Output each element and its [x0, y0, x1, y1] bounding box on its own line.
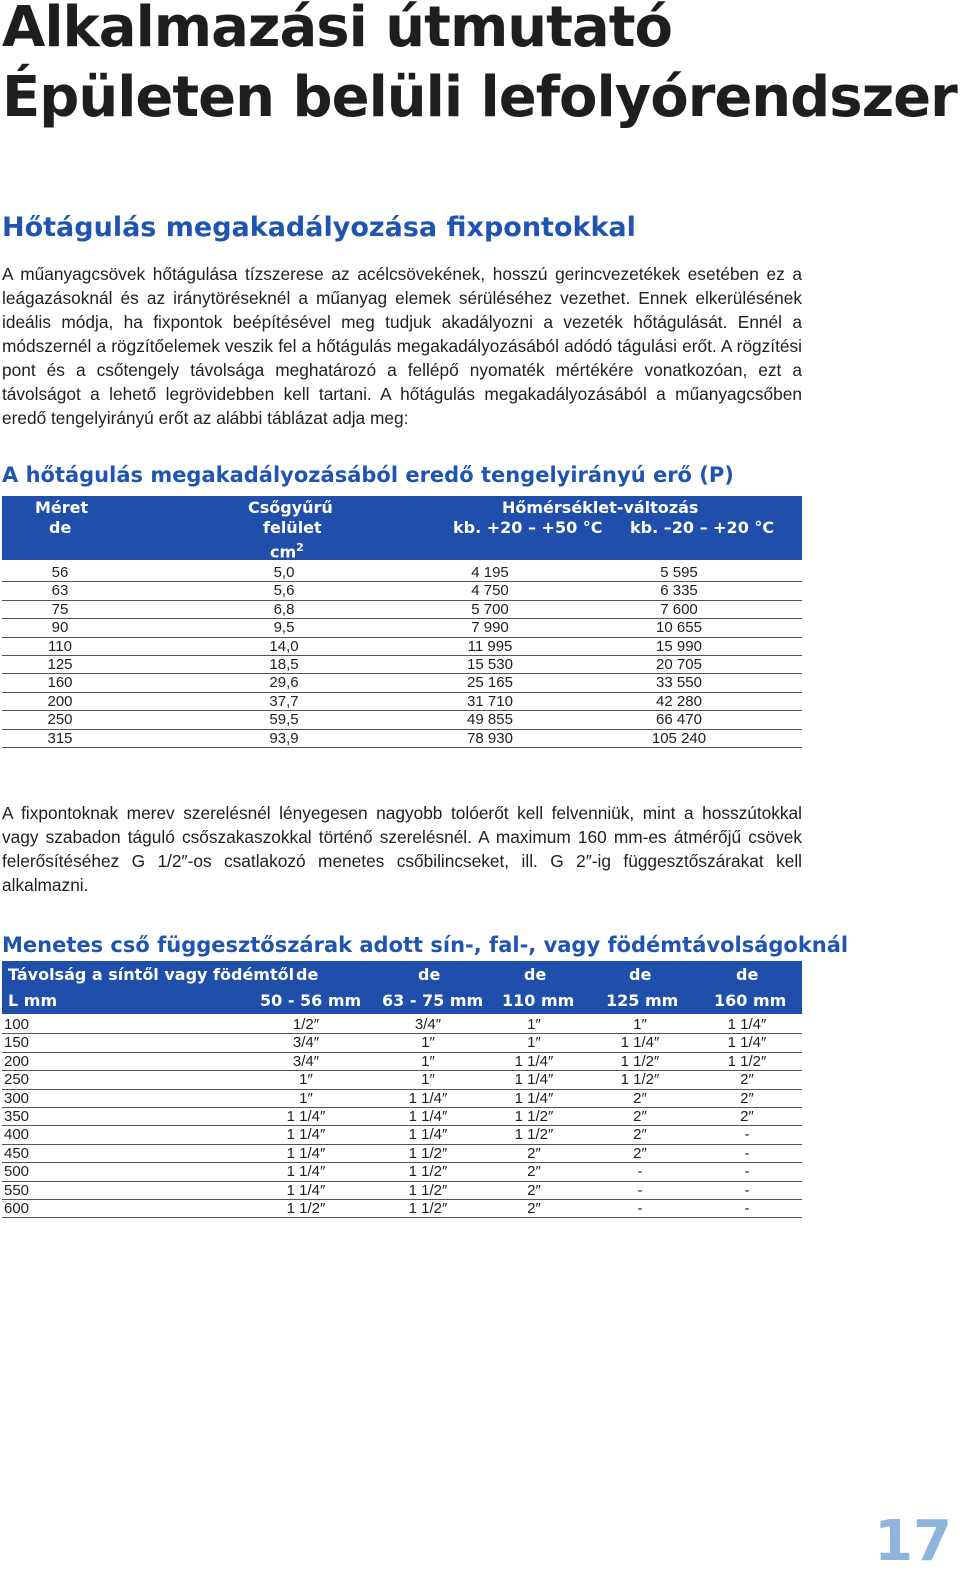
table2-cell: 1 1/4″ — [286, 1181, 326, 1199]
table2-cell: 2″ — [527, 1181, 541, 1199]
table2-cell: 350 — [4, 1107, 30, 1125]
table1-cell: 125 — [47, 655, 73, 673]
table2-body — [2, 1016, 802, 1218]
table1-row — [2, 656, 802, 674]
table2-row — [2, 1182, 802, 1200]
table1-cell: 49 855 — [467, 711, 513, 729]
page-title-line2: Épületen belüli lefolyórendszer — [2, 65, 957, 130]
table1-row — [2, 730, 802, 748]
table1-heading: A hőtágulás megakadályozásából eredő tengelyirányú erő (P) — [2, 463, 734, 487]
table2-cell: 1 1/4″ — [286, 1163, 326, 1181]
table1-cell: 93,9 — [269, 729, 299, 747]
table1-cell: 90 — [51, 619, 69, 637]
table2-header-de-5: de — [736, 965, 759, 984]
section-heading-thermal-expansion: Hőtágulás megakadályozása fixpontokkal — [2, 212, 636, 243]
table1-cell: 200 — [47, 692, 73, 710]
table2-cell: 1 1/2″ — [514, 1107, 554, 1125]
table2-cell: 500 — [4, 1163, 30, 1181]
table2-row — [2, 1163, 802, 1181]
table2-row — [2, 1126, 802, 1144]
table1-cell: 5,0 — [273, 564, 295, 581]
table2-row — [2, 1034, 802, 1052]
table1-cell: 4 195 — [471, 564, 509, 581]
table1-cell: 18,5 — [269, 655, 299, 673]
table2-cell: 1 1/4″ — [286, 1126, 326, 1144]
table2-header-110: 110 mm — [502, 991, 575, 1010]
table2-cell: 200 — [4, 1052, 30, 1070]
table2-cell: 3/4″ — [414, 1016, 442, 1033]
table2-cell: 250 — [4, 1071, 30, 1089]
table2-cell: 600 — [4, 1199, 30, 1217]
table2-cell: 1″ — [633, 1016, 647, 1033]
table2-cell: 2″ — [527, 1144, 541, 1162]
table1-cell: 10 655 — [656, 619, 702, 637]
table1-row — [2, 582, 802, 600]
table1-header-range2: kb. –20 – +20 °C — [630, 518, 775, 537]
table2-cell: 1 1/2″ — [408, 1163, 448, 1181]
table2-cell: 1 1/4″ — [620, 1034, 660, 1052]
table1-cell: 33 550 — [656, 674, 702, 692]
table2-header-63-75: 63 - 75 mm — [382, 991, 484, 1010]
table1-cell: 63 — [51, 582, 69, 600]
table2-header — [2, 961, 802, 1014]
table2-cell: 1 1/4″ — [727, 1034, 767, 1052]
table1-cell: 20 705 — [656, 655, 702, 673]
table1-cell: 315 — [47, 729, 73, 747]
table1-header-csogyuru: Csőgyűrű — [248, 498, 333, 517]
table1-header-felulet: felület — [263, 518, 322, 537]
table2-header-50-56: 50 - 56 mm — [260, 991, 362, 1010]
table1-cell: 29,6 — [269, 674, 299, 692]
table2-cell: 300 — [4, 1089, 30, 1107]
table2-cell: 2″ — [633, 1126, 647, 1144]
table1-row — [2, 564, 802, 582]
table1-header-cm: cm — [270, 542, 297, 562]
table2-cell: 1 1/2″ — [408, 1181, 448, 1199]
table2-cell: 1 1/2″ — [727, 1052, 767, 1070]
table2-cell: 3/4″ — [292, 1034, 320, 1052]
table1-cell: 15 990 — [656, 637, 702, 655]
table1-header-temperature-change: Hőmérséklet-változás — [502, 498, 699, 517]
table2-cell: 100 — [4, 1016, 30, 1033]
table2-row — [2, 1071, 802, 1089]
table1-cell: 105 240 — [651, 729, 707, 747]
table1-cell: 14,0 — [269, 637, 299, 655]
table1-cell: 25 165 — [467, 674, 513, 692]
fixpoint-paragraph-text: A fixpontoknak merev szerelésnél lényegesen nagyobb tolóerőt kell felvenniük, mint a hosszútokkal vagy szabadon táguló csőszakaszokkal történő szerelésnél. A maximum 160 mm-es átmérőjű csövek felerősítéséhez G 1/2″-os csatlakozó menetes csőbilincseket, ill. G 2″-ig függesztőszárakat kell alkalmazni. — [2, 803, 802, 895]
table2-cell: - — [744, 1126, 750, 1144]
table2-cell: 450 — [4, 1144, 30, 1162]
table2-row — [2, 1108, 802, 1126]
table2-cell: 2″ — [740, 1107, 754, 1125]
table1-header-cm-sup: 2 — [296, 541, 304, 554]
table2-row — [2, 1145, 802, 1163]
table1-cell: 250 — [47, 711, 73, 729]
table1-cell: 31 710 — [467, 692, 513, 710]
table1-row — [2, 693, 802, 711]
table2-cell: 1″ — [421, 1071, 435, 1089]
table1-cell: 110 — [48, 637, 72, 655]
table2-cell: 1 1/4″ — [408, 1107, 448, 1125]
table2-cell: 1 1/2″ — [408, 1199, 448, 1217]
table1-row — [2, 674, 802, 692]
table2-cell: 1 1/4″ — [286, 1144, 326, 1162]
table2-cell: 1 1/2″ — [514, 1126, 554, 1144]
table2-cell: 2″ — [633, 1107, 647, 1125]
table2-header-de-2: de — [418, 965, 441, 984]
table2-cell: 2″ — [633, 1089, 647, 1107]
table2-cell: - — [744, 1199, 750, 1217]
table2-cell: 150 — [4, 1034, 30, 1052]
table2-cell: 1″ — [527, 1016, 541, 1033]
table2-header-de-1: de — [296, 965, 319, 984]
table2-cell: 1 1/4″ — [727, 1016, 767, 1033]
table1-header-de: de — [49, 518, 72, 537]
table2-cell: 2″ — [527, 1163, 541, 1181]
table2-cell: - — [744, 1144, 750, 1162]
table1-cell: 7 600 — [660, 600, 698, 618]
table2-cell: 1 1/2″ — [620, 1052, 660, 1070]
table2-cell: 1/2″ — [292, 1016, 320, 1033]
table2-cell: 2″ — [527, 1199, 541, 1217]
page-number: 17 — [874, 1509, 952, 1574]
table2-cell: 1 1/4″ — [514, 1071, 554, 1089]
table1-header — [2, 496, 802, 560]
table2-row — [2, 1200, 802, 1218]
table1-cell: 6,8 — [273, 600, 295, 618]
table1-cell: 6 335 — [660, 582, 698, 600]
table2-cell: 1″ — [527, 1034, 541, 1052]
table1-header-cm2 — [270, 538, 304, 562]
table2-cell: - — [744, 1163, 750, 1181]
table2-cell: 2″ — [740, 1089, 754, 1107]
table2-row — [2, 1090, 802, 1108]
page-title-line1: Alkalmazási útmutató — [2, 0, 672, 60]
table1-header-meret: Méret — [35, 498, 89, 517]
table1-cell: 5 700 — [471, 600, 509, 618]
table1-cell: 5,6 — [273, 582, 295, 600]
table1-cell: 9,5 — [273, 619, 295, 637]
table2-cell: 1 1/2″ — [408, 1144, 448, 1162]
table2-row — [2, 1053, 802, 1071]
table1-cell: 11 995 — [467, 637, 513, 655]
table1-cell: 4 750 — [471, 582, 509, 600]
table1-cell: 59,5 — [269, 711, 299, 729]
intro-paragraph — [2, 262, 802, 430]
table1-row — [2, 619, 802, 637]
table2-cell: 1 1/2″ — [286, 1199, 326, 1217]
table2-cell: 1 1/2″ — [620, 1071, 660, 1089]
table1-header-range1: kb. +20 – +50 °C — [453, 518, 603, 537]
table2-cell: 1″ — [299, 1071, 313, 1089]
table2-heading: Menetes cső függesztőszárak adott sín-, fal-, vagy födémtávolságoknál — [2, 933, 849, 957]
table2-header-160: 160 mm — [714, 991, 787, 1010]
table1-cell: 7 990 — [471, 619, 509, 637]
table2-cell: 1 1/4″ — [408, 1126, 448, 1144]
table1-cell: 42 280 — [656, 692, 702, 710]
table2-cell: 1 1/4″ — [286, 1107, 326, 1125]
table2-cell: 1 1/4″ — [514, 1089, 554, 1107]
table1-cell: 66 470 — [656, 711, 702, 729]
table1-row — [2, 711, 802, 729]
table2-header-125: 125 mm — [606, 991, 679, 1010]
table2-cell: - — [637, 1163, 643, 1181]
table2-cell: 1 1/4″ — [408, 1089, 448, 1107]
table1-cell: 75 — [51, 600, 69, 618]
table2-cell: 1″ — [421, 1052, 435, 1070]
table2-cell: 400 — [4, 1126, 30, 1144]
table1-row — [2, 601, 802, 619]
table2-cell: 2″ — [740, 1071, 754, 1089]
table2-cell: 2″ — [633, 1144, 647, 1162]
table2-header-de-4: de — [629, 965, 652, 984]
table1-cell: 5 595 — [660, 564, 698, 581]
table2-cell: 3/4″ — [292, 1052, 320, 1070]
table2-cell: 550 — [4, 1181, 30, 1199]
table1-cell: 160 — [47, 674, 73, 692]
table2-cell: - — [637, 1181, 643, 1199]
table1-cell: 56 — [51, 564, 69, 581]
table1-cell: 15 530 — [467, 655, 513, 673]
table1-row — [2, 638, 802, 656]
intro-paragraph-text: A műanyagcsövek hőtágulása tízszerese az acélcsövekének, hosszú gerincvezetékek esetében ez a leágazásoknál és az iránytöréseknél a műanyag elemek sérüléséhez vezethet. Ennek elkerülésének ideális módja, ha fixpontok beépítésével meg tudjuk akadályozni a vezeték hőtágulását. Ennél a módszernél a rögzítőelemek veszik fel a hőtágulás megakadályozásából adódó tágulási erőt. A rögzítési pont és a csőtengely távolsága meghatározó a fellépő nyomaték mértékére vonatkozóan, ezt a távolságot a lehető legrövidebben kell tartani. A hőtágulás megakadályozásából a műanyagcsőben eredő tengelyirányú erőt az alábbi táblázat adja meg: — [2, 264, 802, 428]
table2-cell: 1 1/4″ — [514, 1052, 554, 1070]
table2-header-distance: Távolság a síntől vagy födémtől — [8, 965, 295, 984]
table2-header-lmm: L mm — [8, 991, 58, 1010]
table2-cell: 1″ — [421, 1034, 435, 1052]
table1-body — [2, 564, 802, 748]
table1-cell: 78 930 — [467, 729, 513, 747]
table2-row — [2, 1016, 802, 1034]
table2-cell: - — [637, 1199, 643, 1217]
fixpoint-paragraph — [2, 801, 802, 897]
table2-cell: 1″ — [299, 1089, 313, 1107]
table2-header-de-3: de — [524, 965, 547, 984]
table2-cell: - — [744, 1181, 750, 1199]
table1-cell: 37,7 — [269, 692, 299, 710]
